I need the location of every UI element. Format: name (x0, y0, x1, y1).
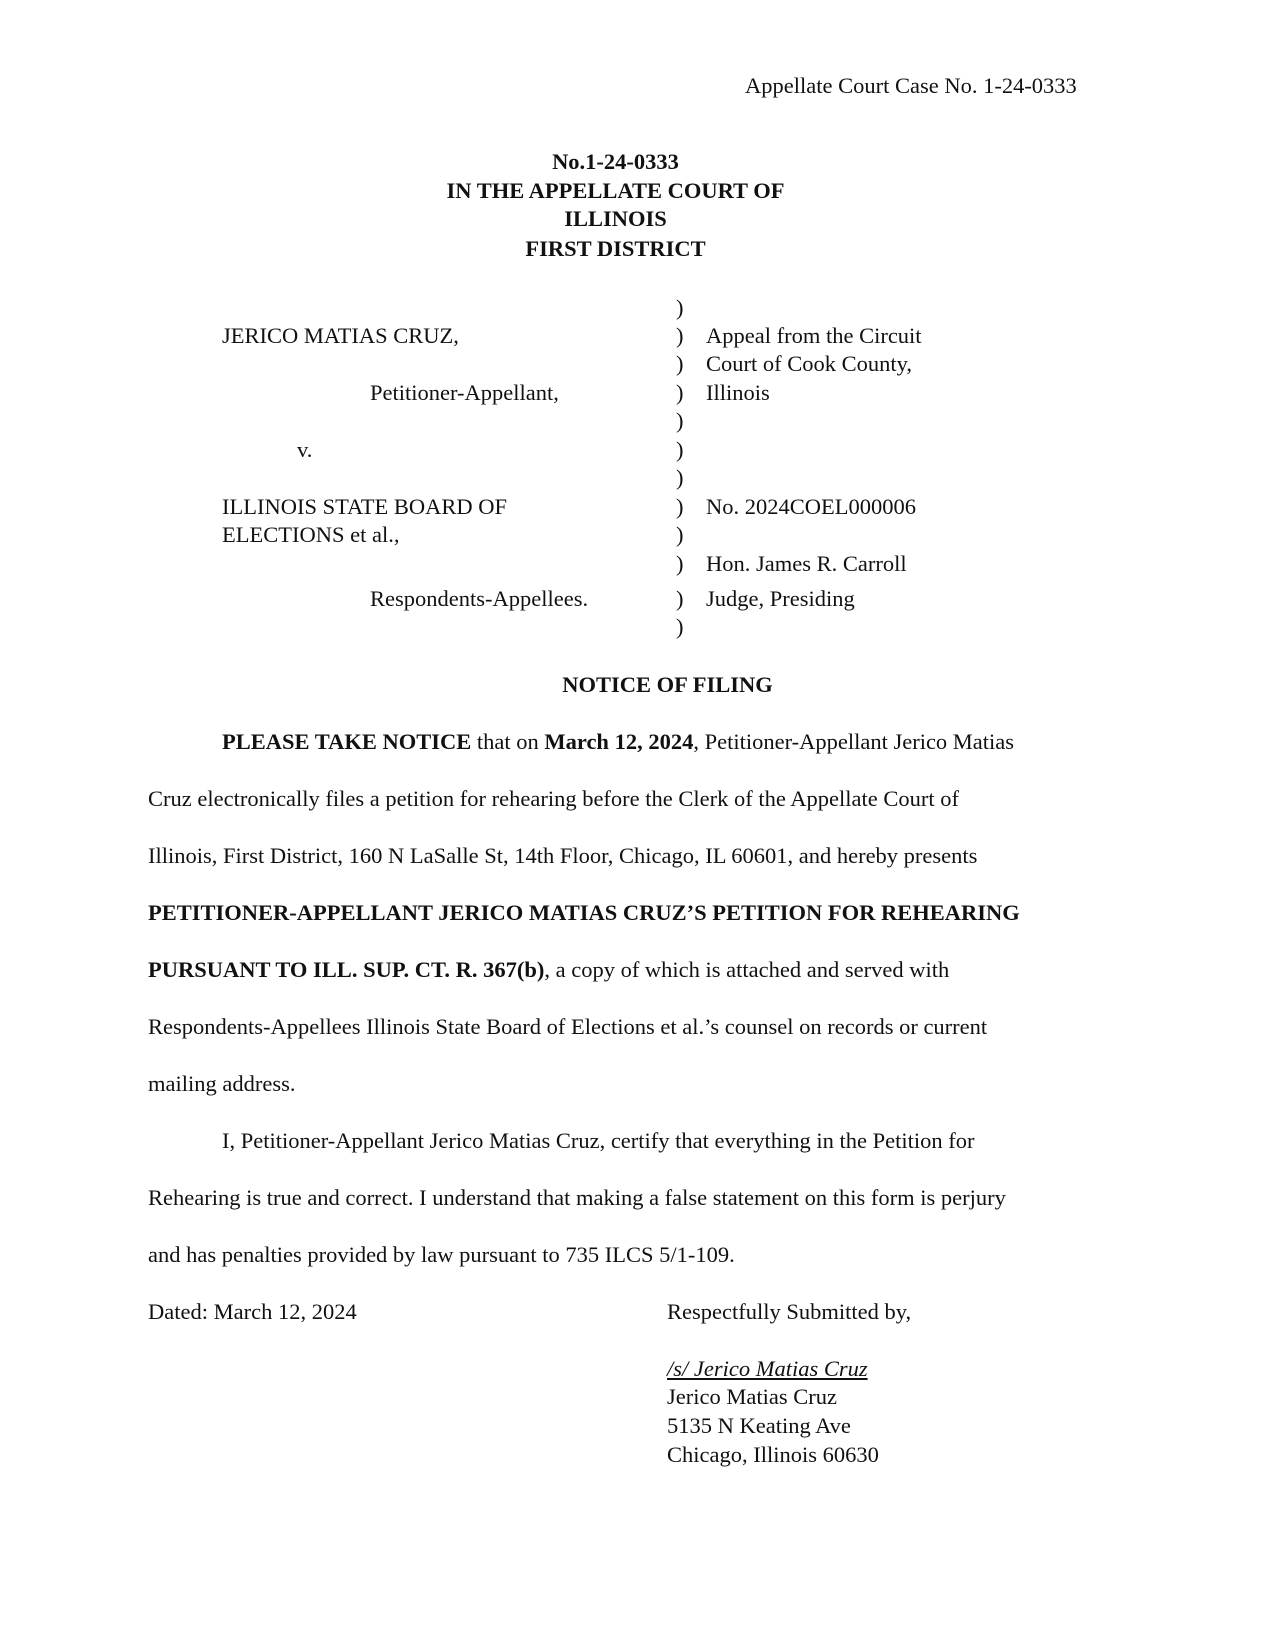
paragraph-line: Rehearing is true and correct. I understand that making a false statement on this form is perjury (148, 1185, 1006, 1210)
petition-title-line-2: PURSUANT TO ILL. SUP. CT. R. 367(b) (148, 957, 545, 982)
petitioner-name: JERICO MATIAS CRUZ, (222, 323, 459, 348)
signer-address-line-2: Chicago, Illinois 60630 (667, 1442, 879, 1467)
docket-number: No.1-24-0333 (552, 149, 679, 174)
appeal-line-1: Appeal from the Circuit (706, 323, 922, 348)
paragraph-line (222, 731, 1014, 754)
notice-text: , Petitioner-Appellant Jerico Matias (693, 729, 1015, 754)
dated-line: Dated: March 12, 2024 (148, 1299, 357, 1324)
closing-line: Respectfully Submitted by, (667, 1299, 912, 1324)
caption-paren: ) (676, 586, 684, 611)
paragraph-line: and has penalties provided by law pursuant to 735 ILCS 5/1-109. (148, 1242, 735, 1267)
respondent-name-line-1: ILLINOIS STATE BOARD OF (222, 494, 508, 519)
court-name-line-1: IN THE APPELLATE COURT OF (446, 178, 785, 203)
caption-paren: ) (676, 494, 684, 519)
caption-paren: ) (676, 522, 684, 547)
court-district: FIRST DISTRICT (525, 236, 706, 261)
petitioner-role: Petitioner-Appellant, (370, 380, 559, 405)
caption-paren: ) (676, 380, 684, 405)
caption-paren: ) (676, 437, 684, 462)
judge-title: Judge, Presiding (706, 586, 855, 611)
paragraph-line (148, 959, 949, 982)
versus: v. (297, 437, 313, 462)
paragraph-line: Illinois, First District, 160 N LaSalle St, 14th Floor, Chicago, IL 60601, and hereby presents (148, 843, 978, 868)
petition-title-line-1: PETITIONER-APPELLANT JERICO MATIAS CRUZ’S PETITION FOR REHEARING (148, 900, 1020, 925)
caption-paren: ) (676, 351, 684, 376)
judge-name: Hon. James R. Carroll (706, 551, 907, 576)
case-reference: Appellate Court Case No. 1-24-0333 (745, 73, 1077, 98)
paragraph-line: Cruz electronically files a petition for rehearing before the Clerk of the Appellate Court of (148, 786, 959, 811)
caption-paren: ) (676, 323, 684, 348)
court-name-line-2: ILLINOIS (564, 206, 667, 231)
caption-paren: ) (676, 465, 684, 490)
filing-date: March 12, 2024 (544, 729, 694, 754)
lower-court-case-number: No. 2024COEL000006 (706, 494, 916, 519)
appeal-line-2: Court of Cook County, (706, 351, 913, 376)
caption-paren: ) (676, 408, 684, 433)
electronic-signature: /s/ Jerico Matias Cruz (667, 1356, 868, 1381)
paragraph-line: Respondents-Appellees Illinois State Board of Elections et al.’s counsel on records or current (148, 1014, 988, 1039)
paragraph-line: mailing address. (148, 1071, 296, 1096)
signer-address-line-1: 5135 N Keating Ave (667, 1413, 851, 1438)
appeal-line-3: Illinois (706, 380, 770, 405)
caption-paren: ) (676, 295, 684, 320)
notice-title: NOTICE OF FILING (562, 672, 773, 697)
caption-paren: ) (676, 614, 684, 639)
respondent-name-line-2: ELECTIONS et al., (222, 522, 400, 547)
notice-text: , a copy of which is attached and served with (544, 957, 950, 982)
signer-name: Jerico Matias Cruz (667, 1384, 837, 1409)
paragraph-line: I, Petitioner-Appellant Jerico Matias Cruz, certify that everything in the Petition for (222, 1128, 975, 1153)
notice-text: that on (471, 729, 545, 754)
notice-lead: PLEASE TAKE NOTICE (222, 729, 472, 754)
caption-paren: ) (676, 551, 684, 576)
respondent-role: Respondents-Appellees. (370, 586, 589, 611)
